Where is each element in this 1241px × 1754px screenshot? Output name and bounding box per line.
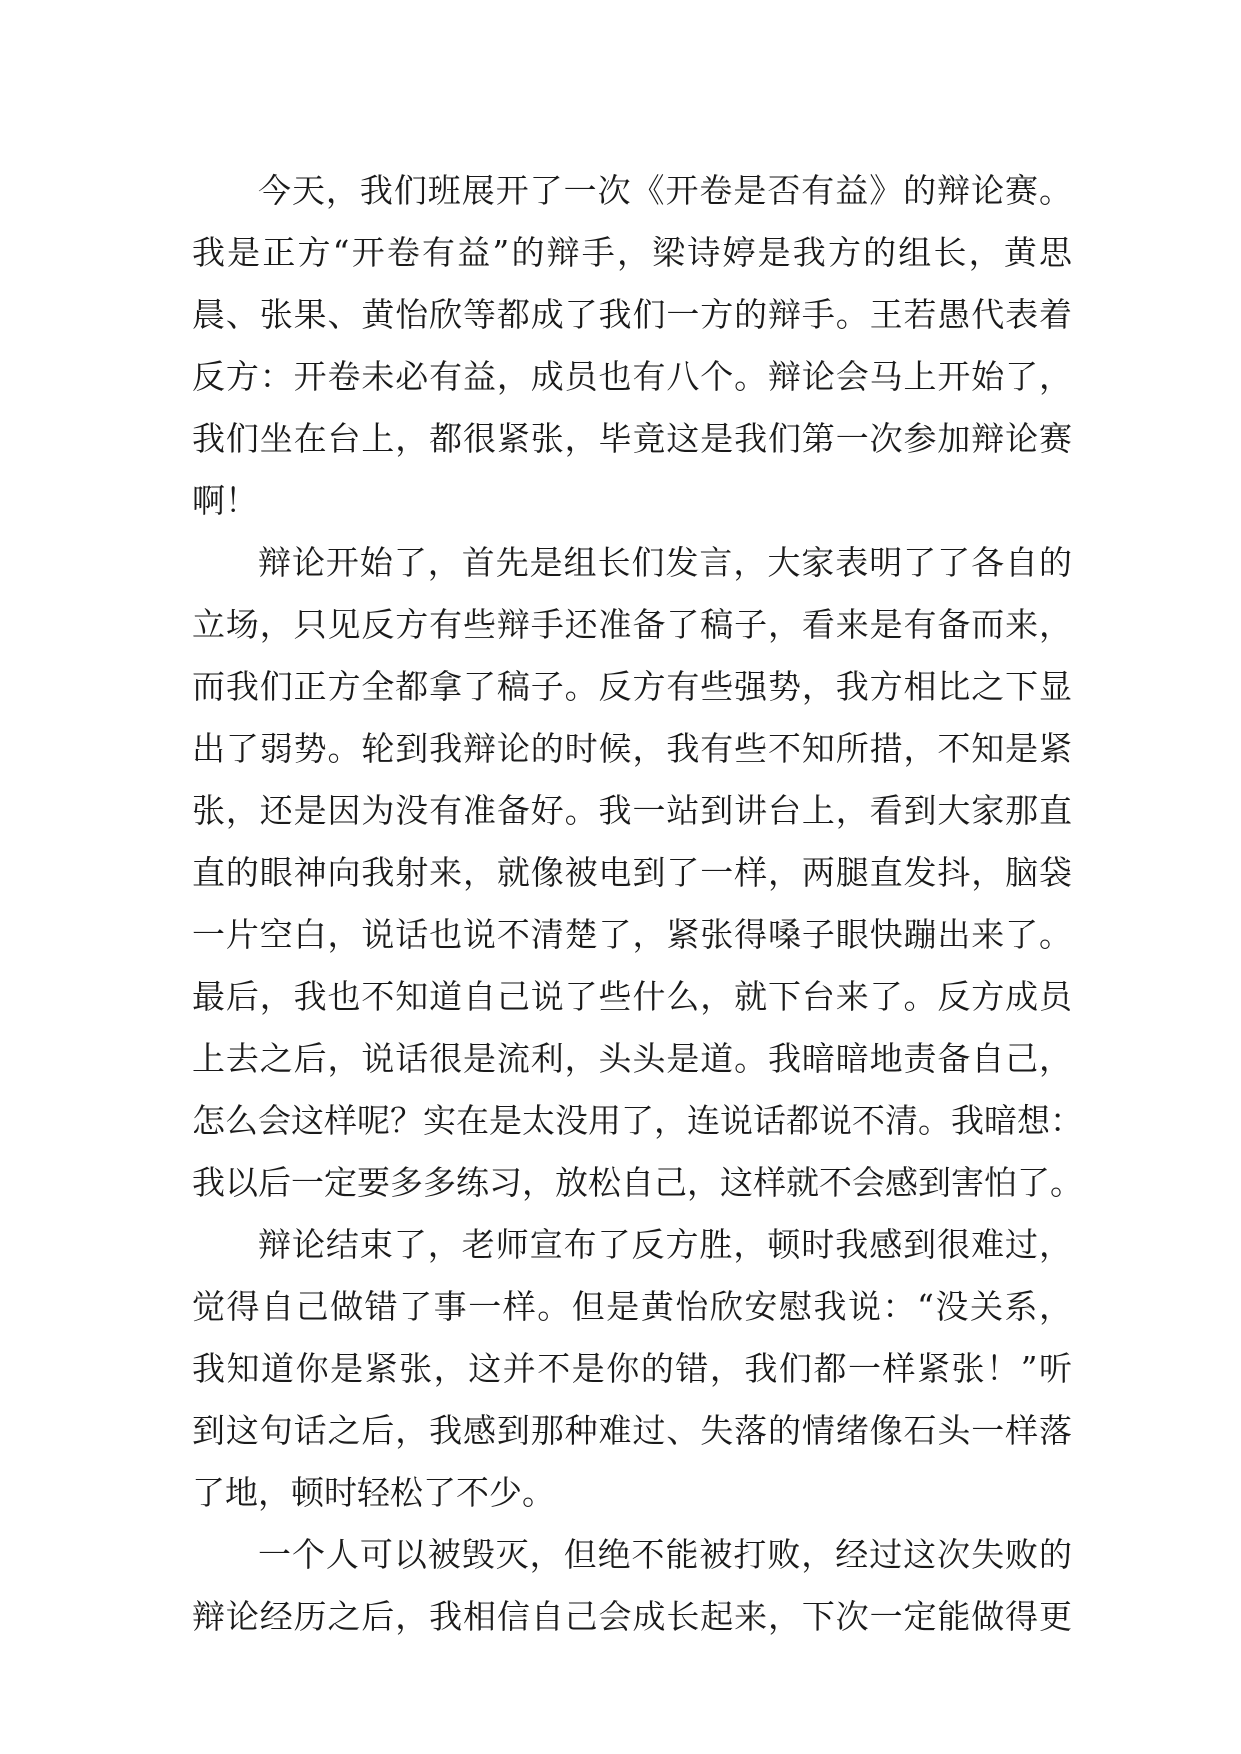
- essay-body: [192, 160, 1083, 1648]
- text-line: 觉得自己做错了事一样。但是黄怡欣安慰我说：“没关系，: [192, 1287, 1072, 1326]
- text-line: 而我们正方全都拿了稿子。反方有些强势，我方相比之下显: [192, 667, 1072, 706]
- text-line: 一片空白，说话也说不清楚了，紧张得嗓子眼快蹦出来了。: [192, 915, 1072, 954]
- text-line: 辩论结束了，老师宣布了反方胜，顿时我感到很难过，: [258, 1225, 1072, 1264]
- paragraph: [192, 1214, 1072, 1524]
- text-line: 我是正方“开卷有益”的辩手，梁诗婷是我方的组长，黄思: [192, 233, 1072, 272]
- text-line: 我知道你是紧张，这并不是你的错，我们都一样紧张！”听: [192, 1349, 1072, 1388]
- text-line: 张，还是因为没有准备好。我一站到讲台上，看到大家那直: [192, 791, 1072, 830]
- text-line: 到这句话之后，我感到那种难过、失落的情绪像石头一样落: [192, 1411, 1072, 1450]
- text-line: 最后，我也不知道自己说了些什么，就下台来了。反方成员: [192, 977, 1072, 1016]
- text-line: 今天，我们班展开了一次《开卷是否有益》的辩论赛。: [258, 171, 1072, 210]
- text-line: 辩论经历之后，我相信自己会成长起来，下次一定能做得更: [192, 1597, 1072, 1636]
- text-line: 辩论开始了，首先是组长们发言，大家表明了了各自的: [258, 543, 1072, 582]
- text-line: 了地，顿时轻松了不少。: [192, 1473, 555, 1512]
- text-line: 啊！: [192, 481, 258, 520]
- text-line: 直的眼神向我射来，就像被电到了一样，两腿直发抖，脑袋: [192, 853, 1072, 892]
- paragraph: [192, 532, 1083, 1214]
- paragraph: [192, 160, 1072, 532]
- text-line: 我们坐在台上，都很紧张，毕竟这是我们第一次参加辩论赛: [192, 419, 1072, 458]
- text-line: 晨、张果、黄怡欣等都成了我们一方的辩手。王若愚代表着: [192, 295, 1072, 334]
- text-line: 我以后一定要多多练习，放松自己，这样就不会感到害怕了。: [192, 1163, 1083, 1202]
- text-line: 出了弱势。轮到我辩论的时候，我有些不知所措，不知是紧: [192, 729, 1072, 768]
- paragraph: [192, 1524, 1072, 1648]
- text-line: 反方：开卷未必有益，成员也有八个。辩论会马上开始了，: [192, 357, 1072, 396]
- text-line: 上去之后，说话很是流利，头头是道。我暗暗地责备自己，: [192, 1039, 1072, 1078]
- text-line: 怎么会这样呢？实在是太没用了，连说话都说不清。我暗想：: [192, 1101, 1083, 1140]
- text-line: 立场，只见反方有些辩手还准备了稿子，看来是有备而来，: [192, 605, 1072, 644]
- text-line: 一个人可以被毁灭，但绝不能被打败，经过这次失败的: [258, 1535, 1072, 1574]
